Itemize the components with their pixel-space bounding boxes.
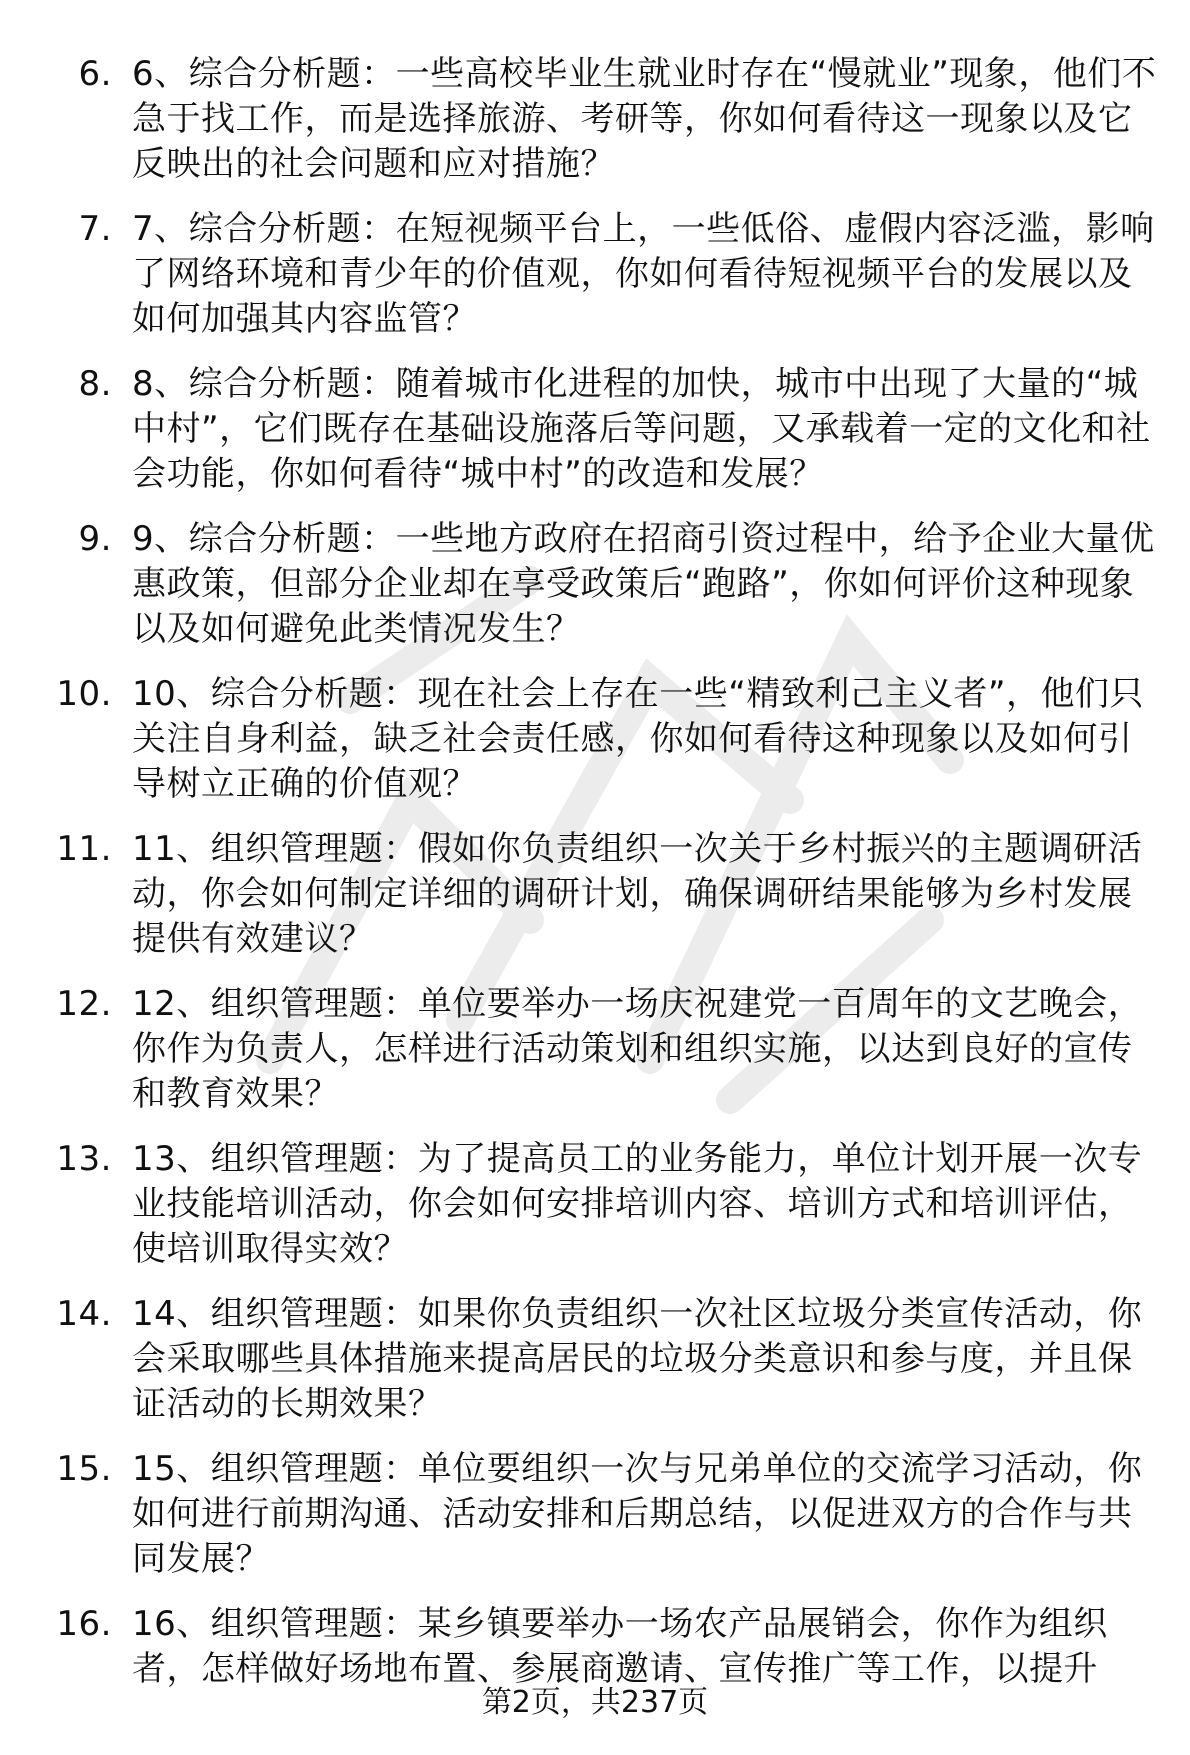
- question-text: 7、综合分析题：在短视频平台上，一些低俗、虚假内容泛滥，影响了网络环境和青少年的价值观，你如何看待短视频平台的发展以及如何加强其内容监管？: [132, 209, 1155, 339]
- question-list: [0, 52, 1190, 1712]
- question-item: [0, 982, 1190, 1117]
- question-item: [0, 362, 1190, 497]
- question-item: [0, 827, 1190, 962]
- question-item: [0, 672, 1190, 807]
- question-text: 15、组织管理题：单位要组织一次与兄弟单位的交流学习活动，你如何进行前期沟通、活动安排和后期总结，以促进双方的合作与共同发展？: [132, 1449, 1143, 1579]
- question-number: 11.: [56, 829, 112, 869]
- question-number: 13.: [56, 1139, 112, 1179]
- question-number: 7.: [78, 209, 112, 249]
- question-text: 13、组织管理题：为了提高员工的业务能力，单位计划开展一次专业技能培训活动，你会如何安排培训内容、培训方式和培训评估，使培训取得实效？: [132, 1139, 1143, 1269]
- question-number: 6.: [78, 54, 112, 94]
- question-number: 16.: [56, 1604, 112, 1644]
- question-text: 10、综合分析题：现在社会上存在一些“精致利己主义者”，他们只关注自身利益，缺乏社会责任感，你如何看待这种现象以及如何引导树立正确的价值观？: [132, 674, 1144, 804]
- question-number: 10.: [56, 674, 112, 714]
- question-number: 15.: [56, 1449, 112, 1489]
- question-number: 9.: [78, 519, 112, 559]
- page-number-label: 第2页，共237页: [481, 1685, 709, 1720]
- question-item: [0, 1292, 1190, 1427]
- question-number: 8.: [78, 364, 112, 404]
- question-text: 11、组织管理题：假如你负责组织一次关于乡村振兴的主题调研活动，你会如何制定详细的调研计划，确保调研结果能够为乡村发展提供有效建议？: [132, 829, 1143, 959]
- question-item: [0, 517, 1190, 652]
- question-item: [0, 1137, 1190, 1272]
- question-text: 9、综合分析题：一些地方政府在招商引资过程中，给予企业大量优惠政策，但部分企业却在享受政策后“跑路”，你如何评价这种现象以及如何避免此类情况发生？: [132, 519, 1155, 649]
- page-footer: [0, 1683, 1190, 1723]
- question-item: [0, 52, 1190, 187]
- question-text: 6、综合分析题：一些高校毕业生就业时存在“慢就业”现象，他们不急于找工作，而是选择旅游、考研等，你如何看待这一现象以及它反映出的社会问题和应对措施？: [132, 54, 1157, 184]
- question-item: [0, 207, 1190, 342]
- question-number: 14.: [56, 1294, 112, 1334]
- question-text: 16、组织管理题：某乡镇要举办一场农产品展销会，你作为组织者，怎样做好场地布置、参展商邀请、宣传推广等工作，以提升: [132, 1604, 1108, 1689]
- question-text: 14、组织管理题：如果你负责组织一次社区垃圾分类宣传活动，你会采取哪些具体措施来提高居民的垃圾分类意识和参与度，并且保证活动的长期效果？: [132, 1294, 1143, 1424]
- question-text: 12、组织管理题：单位要举办一场庆祝建党一百周年的文艺晚会，你作为负责人，怎样进行活动策划和组织实施，以达到良好的宣传和教育效果？: [132, 984, 1143, 1114]
- question-text: 8、综合分析题：随着城市化进程的加快，城市中出现了大量的“城中村”，它们既存在基础设施落后等问题，又承载着一定的文化和社会功能，你如何看待“城中村”的改造和发展？: [132, 364, 1151, 494]
- question-item: [0, 1602, 1190, 1692]
- question-number: 12.: [56, 984, 112, 1024]
- question-item: [0, 1447, 1190, 1582]
